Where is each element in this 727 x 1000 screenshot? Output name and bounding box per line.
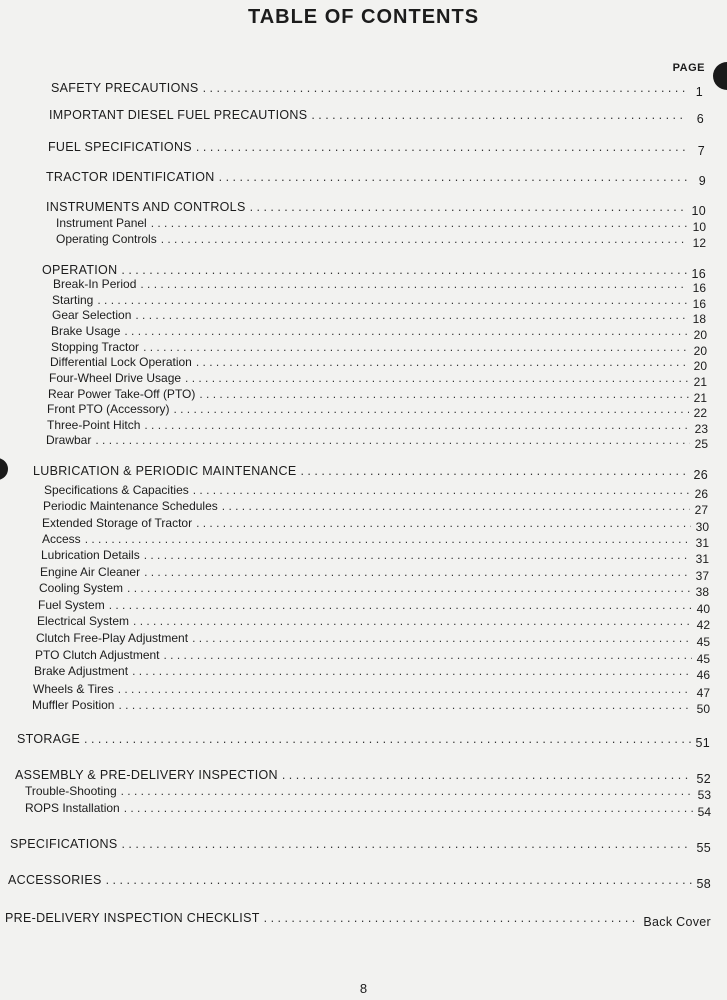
toc-entry-page: 45	[696, 635, 710, 649]
toc-entry-label: Access	[42, 532, 81, 546]
toc-entry-label: Lubrication Details	[41, 548, 140, 562]
dot-leader	[85, 532, 691, 546]
toc-entry-label: Brake Adjustment	[34, 664, 129, 678]
toc-entry-page: 22	[693, 406, 707, 420]
toc-entry-page: 18	[692, 312, 706, 326]
toc-entry-page: 38	[695, 585, 709, 599]
toc-entry-label: Stopping Tractor	[51, 340, 140, 354]
toc-entry-page: 6	[696, 112, 704, 126]
dot-leader	[196, 516, 691, 530]
dot-leader	[311, 108, 686, 122]
toc-entry-page: 40	[696, 602, 710, 616]
toc-entry-label: INSTRUMENTS AND CONTROLS	[46, 200, 246, 214]
toc-entry	[25, 784, 711, 802]
toc-entry-label: Engine Air Cleaner	[40, 565, 141, 579]
dot-leader	[109, 598, 692, 612]
dot-leader	[164, 648, 693, 662]
toc-entry-label: Three-Point Hitch	[47, 418, 141, 432]
toc-entry	[41, 548, 709, 566]
dot-leader	[133, 614, 692, 628]
dot-leader	[144, 418, 690, 432]
toc-entry-label: SPECIFICATIONS	[10, 837, 118, 851]
dot-leader	[185, 371, 689, 385]
toc-entry	[50, 355, 707, 373]
toc-entry-label: Break-In Period	[53, 277, 137, 291]
toc-entry	[56, 232, 706, 250]
toc-entry-page: 37	[695, 569, 709, 583]
toc-entry	[48, 387, 707, 405]
toc-entry	[38, 598, 710, 616]
dot-leader	[173, 402, 689, 416]
dot-leader	[196, 355, 689, 369]
dot-leader	[193, 483, 690, 497]
toc-entry-page: 26	[693, 468, 708, 482]
dot-leader	[132, 664, 692, 678]
page-title: TABLE OF CONTENTS	[247, 6, 480, 28]
toc-entry	[44, 483, 708, 501]
toc-entry-label: SAFETY PRECAUTIONS	[51, 81, 199, 95]
dot-leader	[219, 170, 688, 184]
toc-entry	[37, 614, 710, 632]
toc-entry	[15, 768, 711, 786]
dot-leader	[222, 499, 690, 513]
toc-entry	[17, 732, 710, 750]
dot-leader	[203, 81, 685, 95]
toc-entry-page: 20	[693, 328, 707, 342]
toc-entry	[25, 801, 711, 819]
dot-leader	[250, 200, 688, 214]
toc-entry-page: 16	[692, 281, 706, 295]
toc-entry	[32, 698, 710, 716]
toc-entry-label: PTO Clutch Adjustment	[35, 648, 160, 662]
toc-entry-page: 31	[695, 552, 709, 566]
toc-entry-page: 25	[694, 437, 708, 451]
toc-entry-label: PRE-DELIVERY INSPECTION CHECKLIST	[5, 911, 260, 925]
dot-leader	[140, 277, 688, 291]
dot-leader	[300, 464, 689, 478]
toc-entry-label: Muffler Position	[32, 698, 115, 712]
dot-leader	[118, 682, 692, 696]
toc-entry	[49, 371, 707, 389]
toc-entry-label: Extended Storage of Tractor	[42, 516, 193, 530]
toc-entry-label: Rear Power Take-Off (PTO)	[48, 387, 196, 401]
toc-entry-page: 31	[695, 536, 709, 550]
toc-entry	[51, 340, 707, 358]
toc-entry	[33, 682, 710, 700]
toc-entry	[47, 418, 708, 436]
toc-entry-label: STORAGE	[17, 732, 80, 746]
dot-leader	[143, 340, 689, 354]
toc-entry-label: Operating Controls	[56, 232, 157, 246]
toc-entry-page: 12	[692, 236, 706, 250]
toc-entry	[51, 324, 707, 342]
dot-leader	[124, 324, 689, 338]
toc-entry-page: 42	[696, 618, 710, 632]
toc-entry-page: 20	[693, 359, 707, 373]
dot-leader	[199, 387, 689, 401]
toc-entry	[34, 664, 710, 682]
toc-entry-page: 10	[692, 220, 706, 234]
toc-entry-label: Cooling System	[39, 581, 124, 595]
toc-entry	[42, 516, 709, 534]
toc-entry-label: OPERATION	[42, 263, 118, 277]
dot-leader	[97, 293, 688, 307]
dot-leader	[135, 308, 688, 322]
toc-entry-label: ACCESSORIES	[8, 873, 102, 887]
toc-entry-page: 1	[695, 85, 703, 99]
dot-leader	[196, 140, 687, 154]
dot-leader	[121, 263, 687, 277]
toc-entry-label: IMPORTANT DIESEL FUEL PRECAUTIONS	[49, 108, 308, 122]
toc-entry	[10, 837, 711, 855]
toc-entry-label: Clutch Free-Play Adjustment	[36, 631, 189, 645]
section-tab-marker	[713, 62, 727, 90]
toc-entry-page: 16	[691, 267, 706, 281]
toc-entry-label: Periodic Maintenance Schedules	[43, 499, 218, 513]
toc-entry-page: 16	[692, 297, 706, 311]
dot-leader	[118, 698, 692, 712]
toc-entry-page: 52	[696, 772, 711, 786]
dot-leader	[144, 548, 691, 562]
toc-entry-label: Front PTO (Accessory)	[47, 402, 170, 416]
dot-leader	[121, 837, 692, 851]
toc-entry-page: 50	[696, 702, 710, 716]
toc-entry-page: 26	[694, 487, 708, 501]
dot-leader	[95, 433, 690, 447]
toc-entry-label: Starting	[52, 293, 94, 307]
toc-entry-page: 46	[696, 668, 710, 682]
toc-entry	[36, 631, 710, 649]
toc-entry	[42, 532, 709, 550]
toc-entry-label: Trouble-Shooting	[25, 784, 117, 798]
toc-entry-page: 23	[694, 422, 708, 436]
toc-entry-label: Instrument Panel	[56, 216, 147, 230]
toc-entry-label: Four-Wheel Drive Usage	[49, 371, 182, 385]
toc-entry-page: 51	[695, 736, 710, 750]
page-column-header: PAGE	[672, 62, 705, 74]
toc-entry	[47, 402, 707, 420]
section-tab-marker-left	[0, 458, 8, 480]
toc-entry-page: 21	[693, 375, 707, 389]
toc-entry	[42, 263, 706, 281]
toc-entry	[40, 565, 709, 583]
toc-entry-page: 27	[694, 503, 708, 517]
toc-entry	[52, 293, 706, 311]
toc-entry-page: 20	[693, 344, 707, 358]
toc-entry	[39, 581, 709, 599]
dot-leader	[121, 784, 693, 798]
toc-entry-label: ROPS Installation	[25, 801, 120, 815]
toc-entry-label: Gear Selection	[52, 308, 132, 322]
toc-entry-page: 45	[696, 652, 710, 666]
toc-entry	[5, 911, 711, 929]
page-number: 8	[359, 981, 368, 996]
dot-leader	[84, 732, 691, 746]
toc-entry-page: 55	[696, 841, 711, 855]
toc-entry-page: 58	[696, 877, 711, 891]
toc-entry	[35, 648, 710, 666]
dot-leader	[282, 768, 693, 782]
dot-leader	[124, 801, 693, 815]
toc-entry-label: Specifications & Capacities	[44, 483, 189, 497]
toc-entry	[46, 170, 706, 188]
toc-entry-page: 10	[691, 204, 706, 218]
toc-entry	[46, 200, 706, 218]
toc-entry-page: Back Cover	[643, 915, 711, 929]
dot-leader	[127, 581, 691, 595]
dot-leader	[192, 631, 692, 645]
toc-entry-label: FUEL SPECIFICATIONS	[48, 140, 192, 154]
toc-entry	[53, 277, 706, 295]
toc-entry-page: 7	[697, 144, 705, 158]
toc-entry-label: LUBRICATION & PERIODIC MAINTENANCE	[33, 464, 297, 478]
toc-entry-page: 21	[693, 391, 707, 405]
toc-entry-label: Electrical System	[37, 614, 130, 628]
toc-entry-label: TRACTOR IDENTIFICATION	[46, 170, 215, 184]
toc-entry-page: 54	[697, 805, 711, 819]
toc-entry-label: Differential Lock Operation	[50, 355, 192, 369]
dot-leader	[151, 216, 688, 230]
dot-leader	[106, 873, 693, 887]
toc-entry	[33, 464, 708, 482]
toc-entry	[51, 81, 703, 99]
toc-entry	[48, 140, 705, 158]
toc-entry	[46, 433, 708, 451]
toc-entry-page: 9	[698, 174, 706, 188]
toc-entry-label: ASSEMBLY & PRE-DELIVERY INSPECTION	[15, 768, 278, 782]
toc-entry-label: Wheels & Tires	[33, 682, 114, 696]
toc-entry-label: Brake Usage	[51, 324, 121, 338]
toc-entry-label: Drawbar	[46, 433, 92, 447]
toc-entry-label: Fuel System	[38, 598, 105, 612]
dot-leader	[161, 232, 688, 246]
dot-leader	[264, 911, 640, 925]
toc-entry	[49, 108, 704, 126]
toc-entry	[56, 216, 706, 234]
toc-entry-page: 30	[695, 520, 709, 534]
toc-entry	[52, 308, 706, 326]
toc-entry-page: 53	[697, 788, 711, 802]
toc-entry	[8, 873, 711, 891]
toc-entry	[43, 499, 708, 517]
toc-entry-page: 47	[696, 686, 710, 700]
dot-leader	[144, 565, 691, 579]
